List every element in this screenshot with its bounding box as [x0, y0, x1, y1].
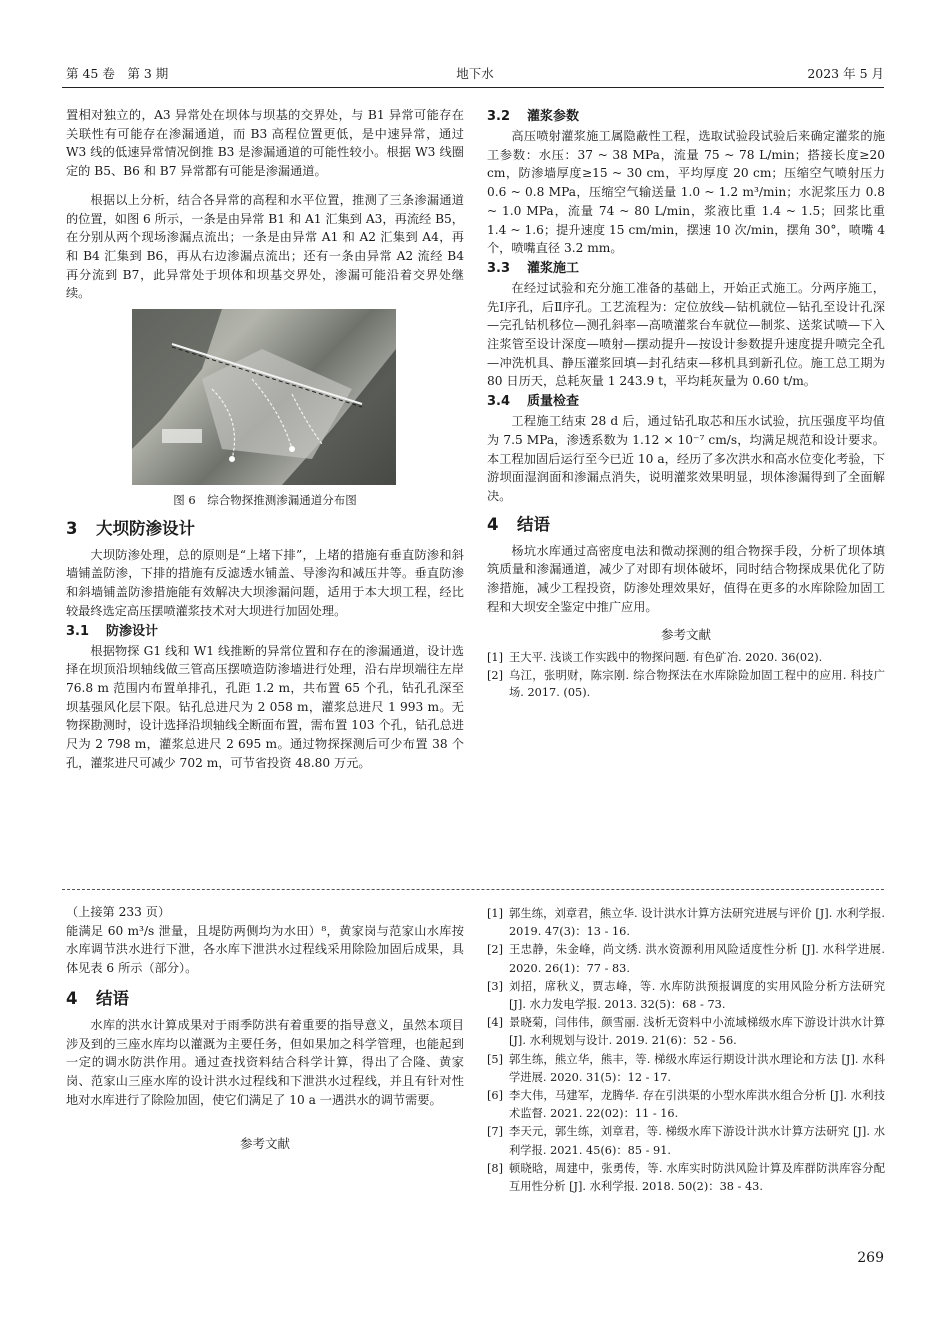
reference-item: [8] 顿晓晗，周建中，张勇传，等. 水库实时防洪风险计算及库群防洪库容分配互用性分析 [J]. 水利学报. 2018. 50(2)：38 - 43.: [487, 1161, 885, 1194]
figure-caption: 图 6 综合物探推测渗漏通道分布图: [173, 493, 357, 508]
continued-article-left: [66, 903, 464, 1158]
paragraph: 在经过试验和充分施工准备的基础上，开始正式施工。分两序施工，先Ⅰ序孔，后Ⅱ序孔。工艺流程为：定位放线—钻机就位—钻孔至设计孔深—完孔钻机移位—测孔斜率—高喷灌浆台车就位—制浆、送浆试喷—下入注浆管至设计深度—喷射—摆动提升—按设计参数提升速度提升喷完全孔—冲洗机具、静压灌浆回填—封孔结束—移机具到新孔位。施工总工期为 80 日历天，总耗灰量 1 243.9 t，平均耗灰量为 0.60 t/m。: [487, 280, 885, 389]
reference-item: [2] 王忠静，朱金峰，尚文绣. 洪水资源利用风险适度性分析 [J]. 水科学进展. 2020. 26(1)：77 - 83.: [487, 943, 885, 975]
section-heading: 4 结语: [487, 514, 550, 534]
continued-from-note: （上接第 233 页）: [66, 905, 171, 919]
subsection-heading: 3.1 防渗设计: [66, 623, 159, 639]
section-heading: 3 大坝防渗设计: [66, 518, 195, 538]
journal-volume-issue: 第 45 卷 第 3 期: [66, 66, 169, 81]
paragraph: 置相对独立的，A3 异常处在坝体与坝基的交界处，与 B1 异常可能存在关联性有可能存在渗漏通道，而 B3 高程位置更低，是中速异常，通过 W3 线的低速异常情况倒推 B3 是渗漏通道的可能性较小。根据 W3 线圈定的 B5、B6 和 B7 异常都有可能是渗漏通道。: [66, 108, 464, 179]
paragraph: 大坝防渗处理，总的原则是“上堵下排”，上堵的措施有垂直防渗和斜墙铺盖防渗，下排的措施有反滤透水铺盖、导渗沟和减压井等。垂直防渗和斜墙铺盖防渗措施能有效解决大坝渗漏问题，适用于本大坝工程，经比较最终选定高压摆喷灌浆技术对大坝进行加固处理。: [66, 547, 464, 618]
journal-title: 地下水: [456, 66, 494, 81]
continued-article-right: [487, 905, 885, 1196]
subsection-heading: 3.4 质量检查: [487, 394, 580, 410]
subsection-heading: 3.3 灌浆施工: [487, 260, 580, 276]
paragraph: 根据物探 G1 线和 W1 线推断的异常位置和存在的渗漏通道，设计选择在坝顶沿坝轴线做三管高压摆喷造防渗墙进行处理，沿右岸坝端往左岸 76.8 m 范围内布置单排孔，孔距 1.2 m，共布置 65 个孔，钻孔孔深至坝基强风化层下限。钻孔总进尺为 2 058 m，灌浆总进尺 1 993 m。无物探勘测时，设计选择沿坝轴线全断面布置，需布置 103 个孔，钻孔总进尺为 2 798 m，灌浆总进尺 2 695 m。通过物探探测后可少布置 38 个孔，灌浆进尺可减少 702 m，可节省投资 48.80 万元。: [66, 643, 464, 770]
page-number: 269: [857, 1250, 884, 1266]
paragraph: 水库的洪水计算成果对于雨季防洪有着重要的指导意义，虽然本项目涉及到的三座水库均以灌溉为主要任务，但如果加之科学管理，也能起到一定的调水防洪作用。通过查找资料结合科学计算，得出了合隆、黄家岗、范家山三座水库的设计洪水过程线和下泄洪水过程线，并且有针对性地对水库进行了除险加固，使它们满足了 10 a 一遇洪水的调节需要。: [66, 1017, 464, 1107]
reference-item: [3] 刘招，席秋义，贾志峰，等. 水库防洪预报调度的实用风险分析方法研究 [J]. 水力发电学报. 2013. 32(5)：68 - 73.: [487, 979, 885, 1012]
seepage-channel-figure: [132, 309, 396, 485]
references-title: 参考文献: [660, 627, 711, 643]
paragraph: 杨坑水库通过高密度电法和微动探测的组合物探手段，分析了坝体填筑质量和渗漏通道，减少了对即有坝体破坏，同时结合物探成果优化了防渗措施，减少工程投资，防渗处理效果好，值得在更多的水库除险加固工程和大坝安全鉴定中推广应用。: [487, 543, 885, 614]
reference-item: [1] 王大平. 浅谈工作实践中的物探问题. 有色矿冶. 2020. 36(02).: [487, 651, 823, 665]
paragraph: 高压喷射灌浆施工属隐蔽性工程，选取试验段试验后来确定灌浆的施工参数：水压：37 ~ 38 MPa，流量 75 ~ 78 L/min；搭接长度≥20 cm，防渗墙厚度≥15 ~ 30 cm，平均厚度 20 cm；压缩空气喷射压力 0.6 ~ 0.8 MPa，压缩空气输送量 1.0 ~ 1.2 m³/min；水泥浆压力 0.8 ~ 1.0 MPa，流量 74 ~ 80 L/min，浆液比重 1.4 ~ 1.5；回浆比重 1.4 ~ 1.6；提升速度 15 cm/min，摆速 10 次/min，摆角 30°，喷嘴 4 个，喷嘴直径 3.2 mm。: [487, 129, 885, 256]
publication-date: 2023 年 5 月: [807, 66, 884, 81]
aerial-map-image: [132, 309, 396, 485]
reference-item: [5] 郭生练，熊立华，熊丰，等. 梯级水库运行期设计洪水理论和方法 [J]. 水科学进展. 2020. 31(5)：12 - 17.: [487, 1052, 885, 1084]
right-column: [487, 106, 885, 702]
subsection-heading: 3.2 灌浆参数: [487, 109, 580, 124]
reference-item: [7] 李天元，郭生练，刘章君，等. 梯级水库下游设计洪水计算方法研究 [J]. 水利学报. 2021. 45(6)：85 - 91.: [487, 1125, 885, 1157]
section-heading: 4 结语: [66, 988, 129, 1008]
reference-item: [1] 郭生练，刘章君，熊立华. 设计洪水计算方法研究进展与评价 [J]. 水利学报. 2019. 47(3)：13 - 16.: [487, 907, 885, 939]
left-column: [66, 106, 464, 772]
paragraph: 能满足 60 m³/s 泄量，且堤防两侧均为水田）⁸，黄家岗与范家山水库按水库调节洪水进行下泄，各水库下泄洪水过程线采用除险加固后成果，具体见表 6 所示（部分）。: [66, 923, 464, 976]
paragraph: 根据以上分析，结合各异常的高程和水平位置，推测了三条渗漏通道的位置，如图 6 所示，一条是由异常 B1 和 A1 汇集到 A3，再流经 B5，在分别从两个现场渗漏点流出；一条是由异常 A1 和 A2 汇集到 A4，再和 B4 汇集到 B6，再从右边渗漏点流出；还有一条由异常 A2 流经 B4 再分流到 B7，此异常处于坝体和坝基交界处，渗漏可能沿着交界处继续。: [66, 192, 464, 301]
reference-item: [4] 景晓菊，闫伟伟，颜雪丽. 浅析无资料中小流域梯级水库下游设计洪水计算 [J]. 水利规划与设计. 2019. 21(6)：52 - 56.: [487, 1016, 885, 1048]
article-separator: [62, 889, 884, 890]
reference-item: [6] 李大伟，马建军，龙腾华. 存在引洪渠的小型水库洪水组合分析 [J]. 水利技术监督. 2021. 22(02)：11 - 16.: [487, 1089, 885, 1121]
reference-item: [2] 乌江，张明财，陈宗刚. 综合物探法在水库除险加固工程中的应用. 科技广场. 2017. (05).: [487, 668, 885, 700]
references-title: 参考文献: [239, 1136, 290, 1152]
paragraph: 工程施工结束 28 d 后，通过钻孔取芯和压水试验，抗压强度平均值为 7.5 MPa，渗透系数为 1.12 × 10⁻⁷ cm/s，均满足规范和设计要求。本工程加固后运行至今已近 10 a，经历了多次洪水和高水位变化考验，下游坝面湿润面和渗漏点消失，说明灌浆效果明显，坝体渗漏得到了全面解决。: [487, 414, 885, 503]
header-rule: [62, 87, 884, 88]
